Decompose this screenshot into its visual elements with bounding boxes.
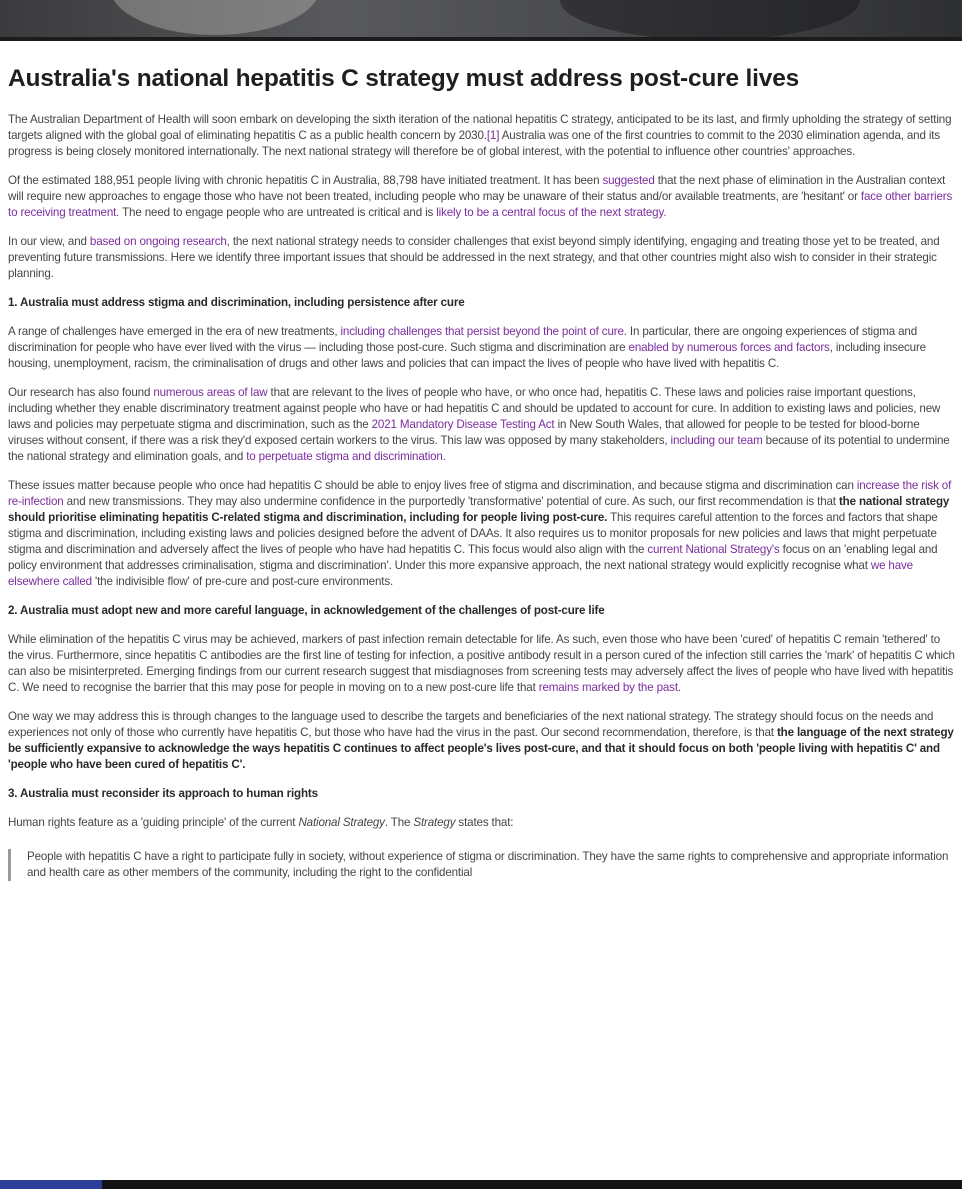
- paragraph-1: The Australian Department of Health will soon embark on developing the sixth iteration of the national hepatitis C strategy, anticipated to be its last, and firmly upholding the strategy of setting targets aligned with the global goal of eliminating hepatitis C as a public health concern by 2030.[1] Australia was one of the first countries to commit to the 2030 elimination agenda, and its progress is being closely monitored internationally. The next national strategy will therefore be of global interest, with the potential to influence other countries' approaches.: [8, 113, 952, 158]
- section-heading-2: 2. Australia must adopt new and more careful language, in acknowledgement of the challenges of post-cure life: [8, 604, 605, 617]
- paragraph-5: Our research has also found numerous areas of law that are relevant to the lives of people who have, or who once had, hepatitis C. These laws and policies raise important questions, including whether they enable discriminatory treatment against people who have or had hepatitis C and should be updated to account for cure. In addition to existing laws and policies, new laws and policies may perpetuate stigma and discrimination, such as the 2021 Mandatory Disease Testing Act in New South Wales, that allowed for people to be tested for blood-borne viruses without consent, if there was a risk they'd exposed certain workers to the virus. This law was opposed by many stakeholders, including our team because of its potential to undermine the national strategy and elimination goals, and to perpetuate stigma and discrimination.: [8, 386, 950, 463]
- paragraph-7: While elimination of the hepatitis C virus may be achieved, markers of past infection remain detectable for life. As such, even those who have been 'cured' of hepatitis C remain 'tethered' to the virus. Furthermore, since hepatitis C antibodies are the first line of testing for infection, a positive antibody result in a person cured of the infection still carries the 'mark' of hepatitis C which can also be misinterpreted. Emerging findings from our current research suggest that misdiagnoses from screening tests may adversely affect the lives of people who have lived with hepatitis C. We need to recognise the barrier that this may pose for people in moving on to a new post-cure life that remains marked by the past.: [8, 633, 955, 694]
- link-national-strategy[interactable]: current National Strategy's: [647, 543, 780, 556]
- paragraph-8: One way we may address this is through changes to the language used to describe the targets and beneficiaries of the next national strategy. The strategy should focus on the needs and experiences not only of those who currently have hepatitis C, but those who have had the virus in the past. Our second recommendation, therefore, is that the language of the next strategy be sufficiently expansive to acknowledge the ways hepatitis C continues to affect people's lives post-cure, and that it should focus on both 'people living with hepatitis C' and 'people who have been cured of hepatitis C'.: [8, 710, 954, 771]
- hero-bottom-strip: [0, 37, 962, 41]
- recommendation-1: the national strategy should prioritise eliminating hepatitis C-related stigma and discrimination, including for people living post-cure.: [8, 495, 950, 524]
- paragraph-3: In our view, and based on ongoing research, the next national strategy needs to consider challenges that exist beyond simply identifying, engaging and treating those yet to be treated, and preventing future transmissions. Here we identify three important issues that should be addressed in the next strategy, and that other countries might also wish to consider in their strategic planning.: [8, 235, 940, 280]
- reference-link[interactable]: [1]: [486, 129, 500, 142]
- link-reinfection-risk[interactable]: increase the risk of re-infection: [8, 479, 952, 508]
- paragraph-2: Of the estimated 188,951 people living with chronic hepatitis C in Australia, 88,798 have initiated treatment. It has been suggested that the next phase of elimination in the Australian context will require new approaches to engage those who have not been treated, including people who may be unaware of their status and/or available treatments, are 'hesitant' or face other barriers to receiving treatment. The need to engage people who are untreated is critical and is likely to be a central focus of the next strategy.: [8, 174, 953, 219]
- link-persist-beyond-cure[interactable]: including challenges that persist beyond the point of cure: [340, 325, 624, 338]
- link-central-focus[interactable]: likely to be a central focus of the next strategy.: [436, 206, 667, 219]
- hero-image: [0, 0, 962, 41]
- link-treatment-barriers[interactable]: face other barriers to receiving treatment.: [8, 190, 953, 219]
- link-testing-act[interactable]: 2021 Mandatory Disease Testing Act: [371, 418, 555, 431]
- recommendation-2: the language of the next strategy be sufficiently expansive to acknowledge the ways hepatitis C continues to affect people's lives post-cure, and that it should focus on both 'people living with hepatitis C' and 'people who have been cured of hepatitis C'.: [8, 726, 954, 771]
- article-body: [8, 64, 956, 881]
- footer-accent: [0, 1180, 102, 1189]
- link-elsewhere-called[interactable]: we have elsewhere called: [8, 559, 913, 588]
- strategy-quote: People with hepatitis C have a right to participate fully in society, without experience of stigma or discrimination. They have the same rights to comprehensive and appropriate information and health care as other members of the community, including the right to the confidential: [8, 849, 956, 881]
- link-our-team[interactable]: including our team: [670, 434, 763, 447]
- section-heading-3: 3. Australia must reconsider its approach to human rights: [8, 787, 318, 800]
- link-forces-and-factors[interactable]: enabled by numerous forces and factors: [628, 341, 830, 354]
- paragraph-4: A range of challenges have emerged in the era of new treatments, including challenges that persist beyond the point of cure. In particular, there are ongoing experiences of stigma and discrimination for people who have ever lived with the virus — including those post-cure. Such stigma and discrimination are enabled by numerous forces and factors, including insecure housing, unemployment, racism, the criminalisation of drugs and other laws and policies that can impact the lives of people who have lived with hepatitis C.: [8, 325, 926, 370]
- hero-shadow: [560, 0, 860, 40]
- article-title: Australia's national hepatitis C strategy must address post-cure lives: [8, 65, 800, 92]
- paragraph-9: Human rights feature as a 'guiding principle' of the current National Strategy. The Strategy states that:: [8, 816, 514, 829]
- link-suggested[interactable]: suggested: [602, 174, 655, 187]
- link-areas-of-law[interactable]: numerous areas of law: [153, 386, 268, 399]
- paragraph-6: These issues matter because people who once had hepatitis C should be able to enjoy lives free of stigma and discrimination, and because stigma and discrimination can increase the risk of re-infection and new transmissions. They may also undermine confidence in the purportedly 'transformative' potential of cure. As such, our first recommendation is that the national strategy should prioritise eliminating hepatitis C-related stigma and discrimination, including for people living post-cure. This requires careful attention to the forces and factors that shape stigma and discrimination, including existing laws and policies designed before the advent of DAAs. It also requires us to monitor proposals for new policies and laws that might perpetuate stigma and discrimination and adversely affect the lives of people who have had hepatitis C. This focus would also align with the current National Strategy's focus on an 'enabling legal and policy environment that addresses criminalisation, stigma and discrimination'. Under this more expansive approach, the next national strategy would explicitly recognise what we have elsewhere called 'the indivisible flow' of pre-cure and post-cure environments.: [8, 479, 952, 588]
- section-heading-1: 1. Australia must address stigma and discrimination, including persistence after cure: [8, 296, 465, 309]
- footer-bar: [0, 1180, 962, 1189]
- link-marked-by-past[interactable]: remains marked by the past: [538, 681, 678, 694]
- hero-highlight: [110, 0, 320, 35]
- link-ongoing-research[interactable]: based on ongoing research: [89, 235, 227, 248]
- link-perpetuate-stigma[interactable]: to perpetuate stigma and discrimination.: [246, 450, 446, 463]
